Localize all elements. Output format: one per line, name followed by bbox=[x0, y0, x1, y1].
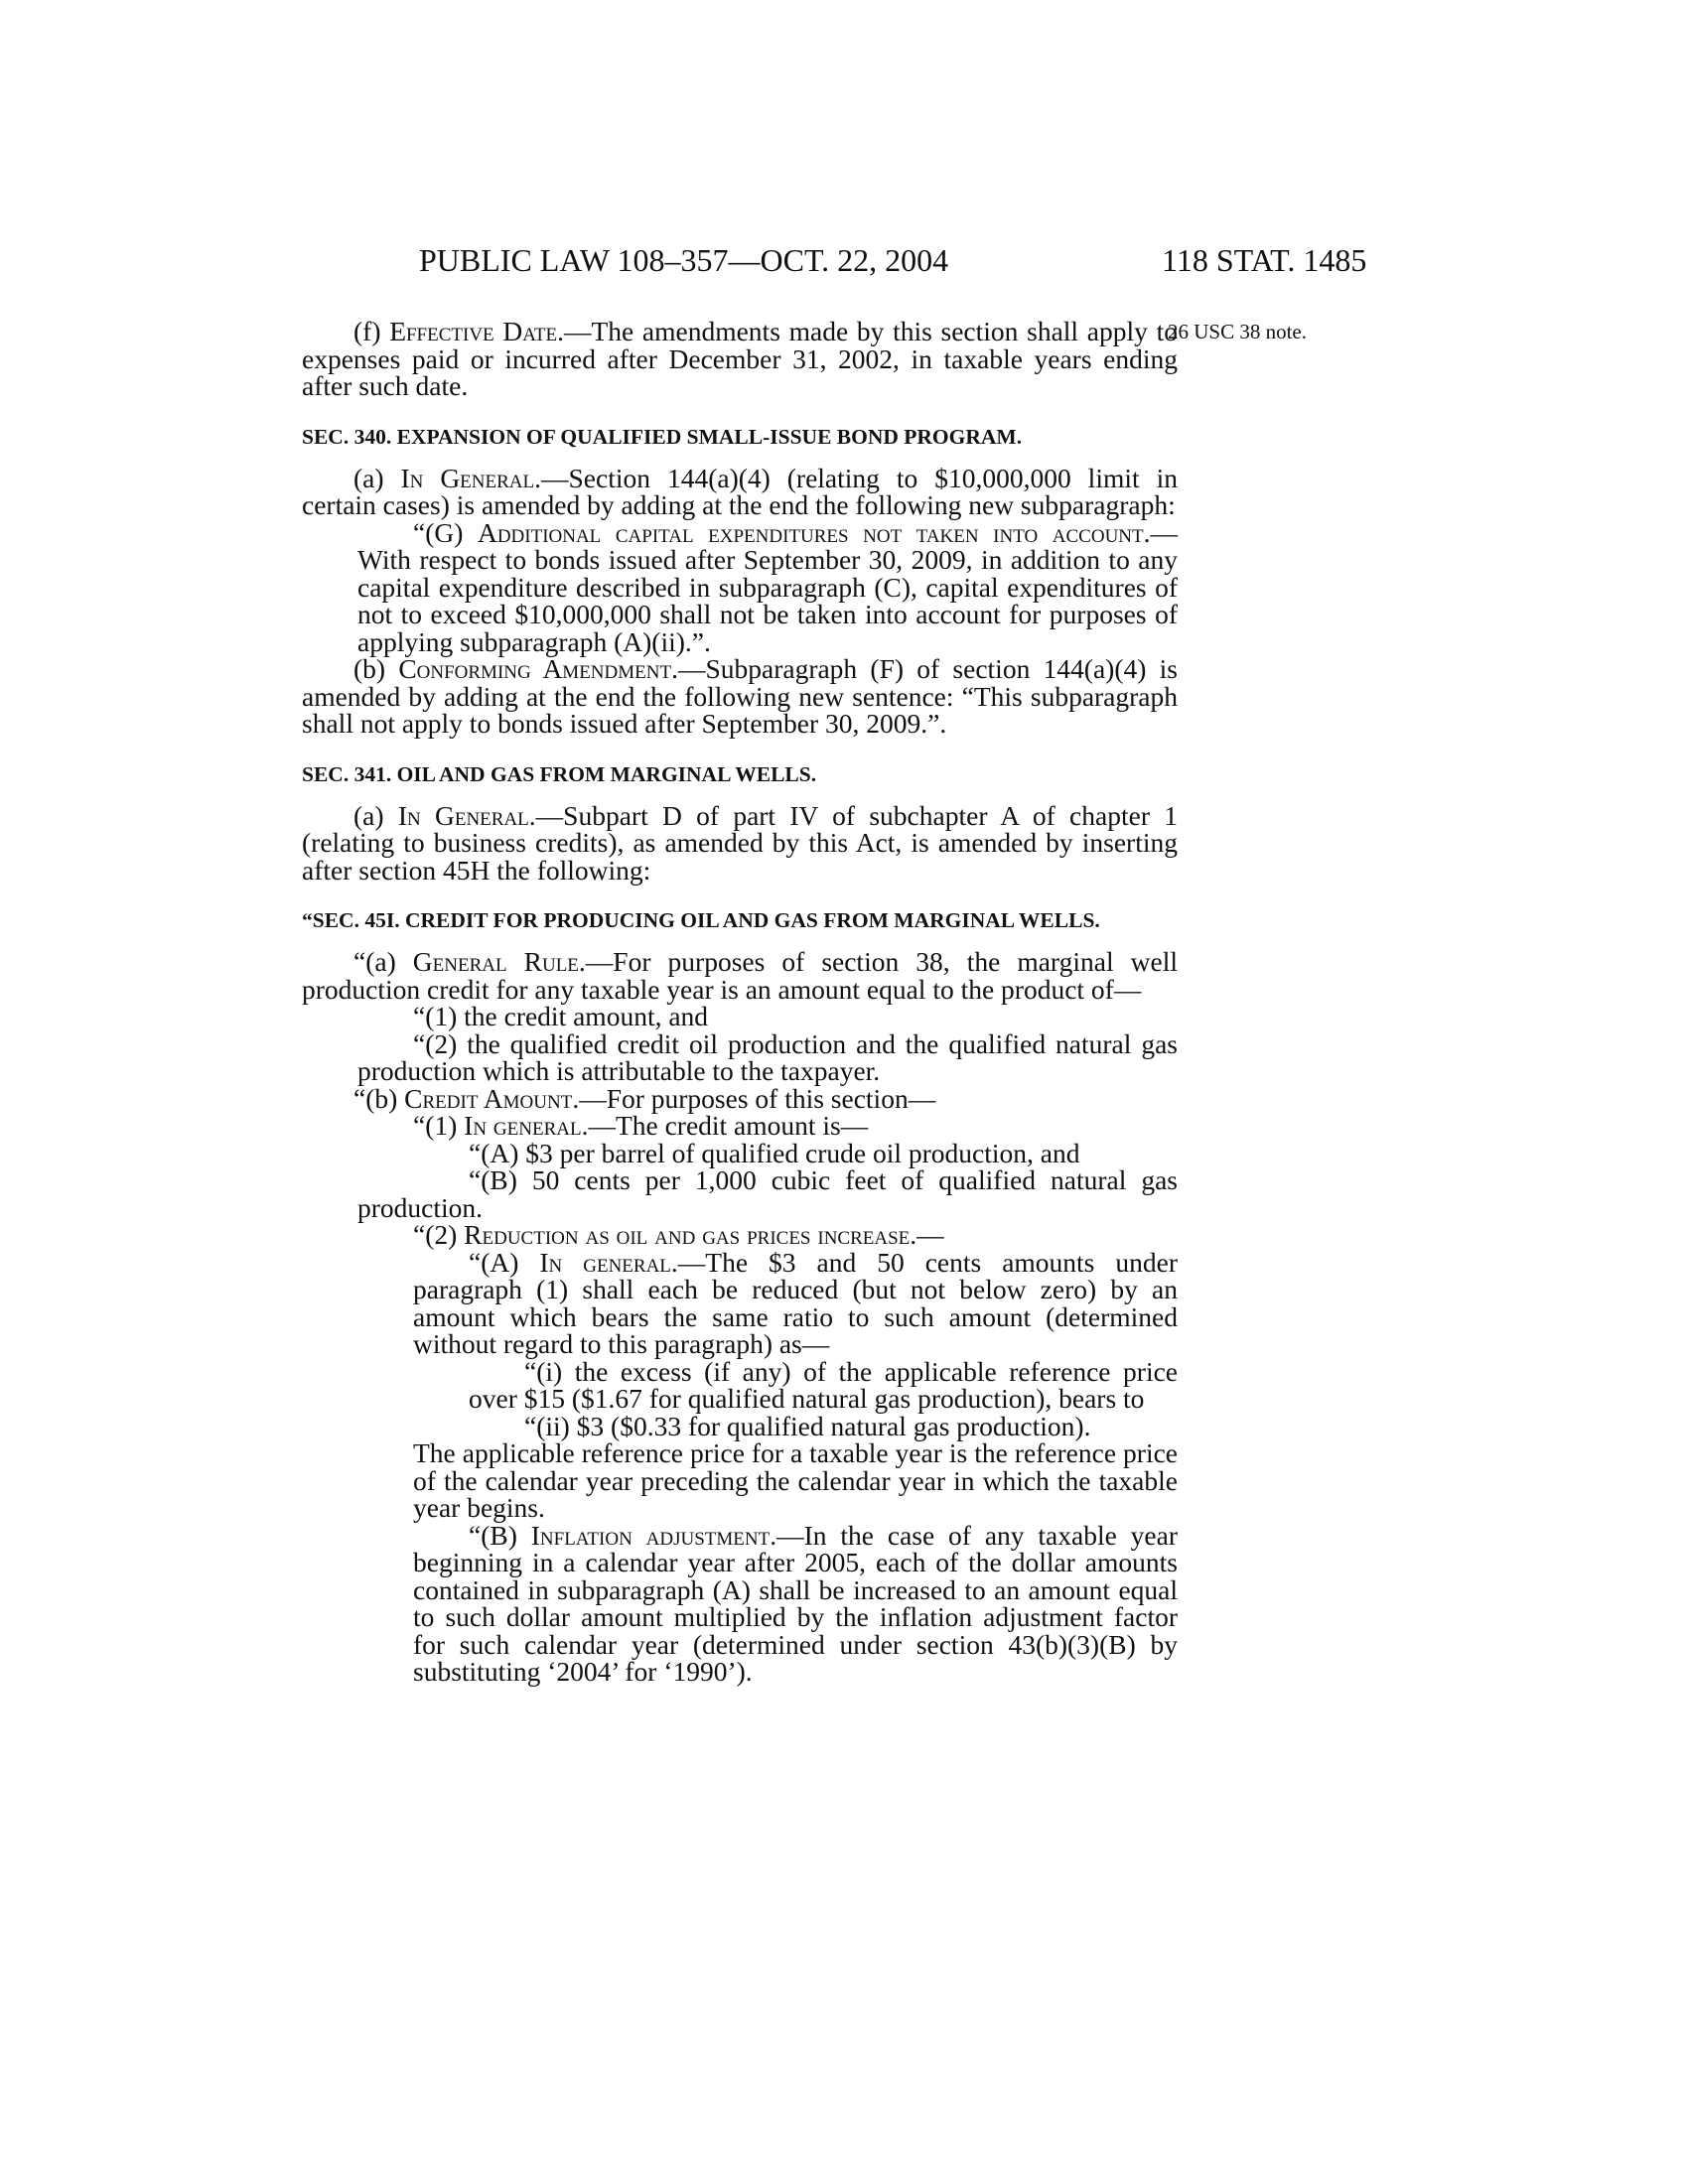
section-45i-a-1: “(1) the credit amount, and bbox=[413, 1001, 709, 1031]
section-340-b: (b) Conforming Amendment.—Subparagraph (F) of section 144(a)(4) is amended by adding at the end the following new sentence: “This subparagraph shall not apply to bonds issued after September 30, 2009.”. bbox=[302, 653, 1178, 739]
section-45i-b-2-A-tail: The applicable reference price for a taxable year is the reference price of the calendar year preceding the calendar year in which the taxable year begins. bbox=[413, 1437, 1178, 1523]
section-45i-b-2-A-ii: “(ii) $3 ($0.33 for qualified natural gas production). bbox=[524, 1410, 1091, 1441]
section-45i-b-2-B: “(B) Inflation adjustment.—In the case of any taxable year beginning in a calendar year after 2005, each of the dollar amounts contained in subparagraph (A) shall be increased to an amount equal to such dollar amount multiplied by the inflation adjustment factor for such calendar year (determined under section 43(b)(3)(B) by substituting ‘2004’ for ‘1990’). bbox=[413, 1519, 1179, 1687]
section-340-heading: SEC. 340. EXPANSION OF QUALIFIED SMALL-ISSUE BOND PROGRAM. bbox=[302, 424, 1023, 449]
subsection-f-effective-date: (f) Effective Date.—The amendments made by this section shall apply to expenses paid or incurred after December 31, 2002, in taxable years ending after such date. bbox=[302, 316, 1178, 401]
margin-citation-note: 26 USC 38 note. bbox=[1168, 320, 1308, 343]
section-340-a: (a) In General.—Section 144(a)(4) (relating to $10,000,000 limit in certain cases) is amended by adding at the end the following new subparagraph: bbox=[302, 462, 1178, 520]
section-45i-a-2: “(2) the qualified credit oil production and the qualified natural gas production which is attributable to the taxpayer. bbox=[357, 1027, 1178, 1086]
section-341-a: (a) In General.—Subpart D of part IV of subchapter A of chapter 1 (relating to business credits), as amended by this Act, is amended by inserting after section 45H the following: bbox=[302, 799, 1179, 886]
section-45i-b-1-A: “(A) $3 per barrel of qualified crude oil production, and bbox=[469, 1137, 1080, 1168]
section-45i-b-2-A-i: “(i) the excess (if any) of the applicable reference price over $15 ($1.67 for qualified natural gas production), bears to bbox=[469, 1355, 1178, 1414]
section-45i-a-general-rule: “(a) General Rule.—For purposes of section 38, the marginal well production credit for any taxable year is an amount equal to the product of— bbox=[302, 946, 1178, 1005]
section-45i-b-credit-amount: “(b) Credit Amount.—For purposes of this section— bbox=[353, 1082, 936, 1114]
section-340-subparagraph-g: “(G) Additional capital expenditures not taken into account.—With respect to bonds issued after September 30, 2009, in addition to any capital expenditure described in subparagraph (C), capital expenditures of not to exceed $10,000,000 shall not be taken into account for purposes of applying subparagraph (A)(ii).”. bbox=[357, 516, 1178, 657]
running-header-title: PUBLIC LAW 108–357—OCT. 22, 2004 bbox=[419, 242, 949, 278]
section-341-heading: SEC. 341. OIL AND GAS FROM MARGINAL WELLS. bbox=[302, 761, 817, 786]
document-body bbox=[302, 318, 1178, 1686]
section-45i-heading: “SEC. 45I. CREDIT FOR PRODUCING OIL AND GAS FROM MARGINAL WELLS. bbox=[302, 908, 1100, 932]
section-45i-b-2-A: “(A) In general.—The $3 and 50 cents amounts under paragraph (1) shall each be reduced (but not below zero) by an amount which bears the same ratio to such amount (determined without regard to this paragraph) as— bbox=[413, 1246, 1178, 1359]
running-header-page-number: 118 STAT. 1485 bbox=[1162, 242, 1367, 278]
section-45i-b-1: “(1) In general.—The credit amount is— bbox=[413, 1110, 869, 1141]
section-45i-b-1-B: “(B) 50 cents per 1,000 cubic feet of qualified natural gas production. bbox=[357, 1164, 1178, 1223]
section-45i-b-2: “(2) Reduction as oil and gas prices increase.— bbox=[413, 1219, 944, 1250]
caption-effective-date: Effective Date bbox=[389, 316, 558, 346]
